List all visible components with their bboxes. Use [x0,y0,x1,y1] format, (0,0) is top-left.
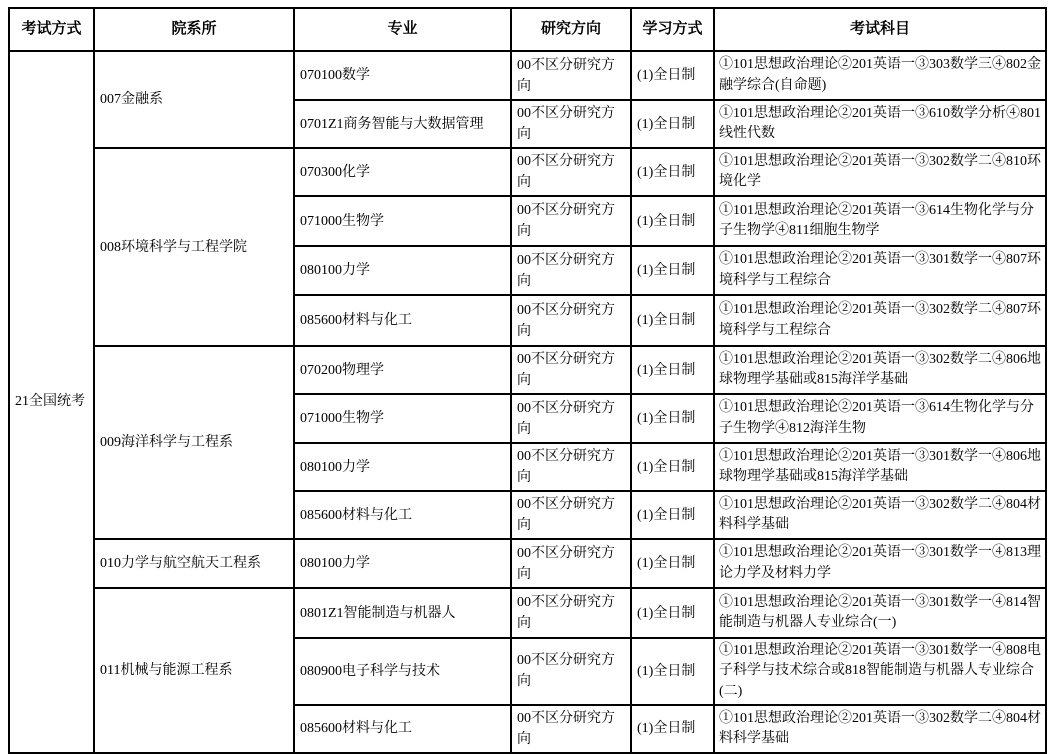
cell-mode: (1)全日制 [631,51,714,100]
header-exam-method: 考试方式 [9,8,94,51]
cell-major: 0701Z1商务智能与大数据管理 [294,100,511,148]
cell-direction: 00不区分研究方向 [511,100,631,148]
table-row [9,148,1046,196]
cell-major: 085600材料与化工 [294,491,511,539]
cell-major: 070200物理学 [294,346,511,394]
header-row [9,8,1046,51]
cell-major: 080900电子科学与技术 [294,638,511,705]
cell-subjects: ①101思想政治理论②201英语一③610数学分析④801线性代数 [714,100,1046,148]
cell-subjects: ①101思想政治理论②201英语一③301数学一④807环境科学与工程综合 [714,246,1046,295]
cell-mode: (1)全日制 [631,295,714,346]
cell-subjects: ①101思想政治理论②201英语一③302数学二④810环境化学 [714,148,1046,196]
cell-mode: (1)全日制 [631,443,714,491]
cell-subjects: ①101思想政治理论②201英语一③303数学三④802金融学综合(自命题) [714,51,1046,100]
cell-direction: 00不区分研究方向 [511,295,631,346]
cell-mode: (1)全日制 [631,638,714,705]
cell-mode: (1)全日制 [631,346,714,394]
cell-major: 085600材料与化工 [294,705,511,753]
cell-department: 011机械与能源工程系 [94,588,294,753]
cell-direction: 00不区分研究方向 [511,51,631,100]
admissions-table [8,7,1047,754]
cell-mode: (1)全日制 [631,100,714,148]
cell-direction: 00不区分研究方向 [511,246,631,295]
cell-direction: 00不区分研究方向 [511,705,631,753]
cell-subjects: ①101思想政治理论②201英语一③302数学二④806地球物理学基础或815海洋学基础 [714,346,1046,394]
cell-major: 071000生物学 [294,196,511,246]
cell-mode: (1)全日制 [631,246,714,295]
header-subjects: 考试科目 [714,8,1046,51]
cell-subjects: ①101思想政治理论②201英语一③301数学一④808电子科学与技术综合或818智能制造与机器人专业综合(二) [714,638,1046,705]
cell-direction: 00不区分研究方向 [511,148,631,196]
cell-subjects: ①101思想政治理论②201英语一③301数学一④806地球物理学基础或815海洋学基础 [714,443,1046,491]
cell-major: 080100力学 [294,246,511,295]
cell-direction: 00不区分研究方向 [511,196,631,246]
cell-department: 008环境科学与工程学院 [94,148,294,346]
cell-major: 071000生物学 [294,394,511,443]
cell-mode: (1)全日制 [631,148,714,196]
table-row [9,346,1046,394]
cell-subjects: ①101思想政治理论②201英语一③302数学二④807环境科学与工程综合 [714,295,1046,346]
cell-subjects: ①101思想政治理论②201英语一③301数学一④813理论力学及材料力学 [714,539,1046,588]
table-row [9,51,1046,100]
cell-subjects: ①101思想政治理论②201英语一③614生物化学与分子生物学④811细胞生物学 [714,196,1046,246]
cell-major: 0801Z1智能制造与机器人 [294,588,511,638]
cell-direction: 00不区分研究方向 [511,588,631,638]
cell-major: 080100力学 [294,443,511,491]
header-direction: 研究方向 [511,8,631,51]
cell-major: 070100数学 [294,51,511,100]
header-department: 院系所 [94,8,294,51]
cell-direction: 00不区分研究方向 [511,394,631,443]
header-major: 专业 [294,8,511,51]
cell-direction: 00不区分研究方向 [511,539,631,588]
cell-subjects: ①101思想政治理论②201英语一③302数学二④804材料科学基础 [714,491,1046,539]
cell-mode: (1)全日制 [631,196,714,246]
cell-mode: (1)全日制 [631,491,714,539]
cell-major: 070300化学 [294,148,511,196]
cell-subjects: ①101思想政治理论②201英语一③614生物化学与分子生物学④812海洋生物 [714,394,1046,443]
cell-major: 080100力学 [294,539,511,588]
table-row [9,539,1046,588]
cell-exam-method: 21全国统考 [9,51,94,753]
cell-mode: (1)全日制 [631,588,714,638]
cell-mode: (1)全日制 [631,539,714,588]
cell-direction: 00不区分研究方向 [511,638,631,705]
cell-mode: (1)全日制 [631,705,714,753]
cell-direction: 00不区分研究方向 [511,346,631,394]
table-row [9,588,1046,638]
cell-department: 009海洋科学与工程系 [94,346,294,539]
cell-department: 010力学与航空航天工程系 [94,539,294,588]
header-mode: 学习方式 [631,8,714,51]
cell-subjects: ①101思想政治理论②201英语一③302数学二④804材料科学基础 [714,705,1046,753]
cell-direction: 00不区分研究方向 [511,491,631,539]
cell-mode: (1)全日制 [631,394,714,443]
cell-direction: 00不区分研究方向 [511,443,631,491]
cell-department: 007金融系 [94,51,294,148]
cell-subjects: ①101思想政治理论②201英语一③301数学一④814智能制造与机器人专业综合(一) [714,588,1046,638]
cell-major: 085600材料与化工 [294,295,511,346]
